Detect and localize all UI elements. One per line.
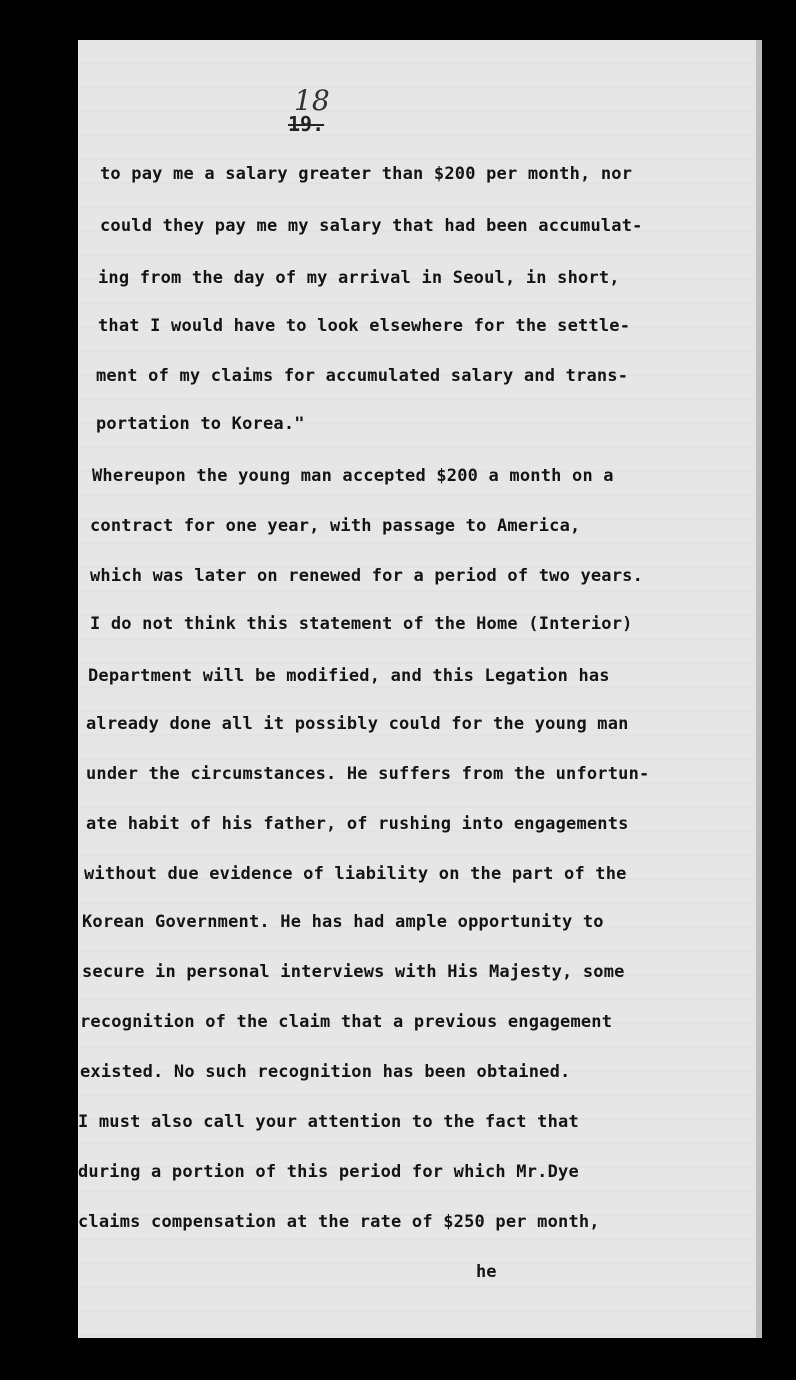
text-line: could they pay me my salary that had been accumulat-: [100, 216, 643, 236]
text-line: Korean Government. He has had ample opportunity to: [82, 912, 604, 932]
text-line: without due evidence of liability on the part of the: [84, 864, 627, 884]
page-number-struck: 19.: [288, 112, 325, 136]
text-line: recognition of the claim that a previous engagement: [80, 1012, 613, 1032]
text-line: already done all it possibly could for the young man: [86, 714, 629, 734]
text-line: secure in personal interviews with His Majesty, some: [82, 962, 625, 982]
text-line: ment of my claims for accumulated salary and trans-: [96, 366, 629, 386]
text-line: existed. No such recognition has been obtained.: [80, 1062, 571, 1082]
catchword: he: [476, 1262, 497, 1282]
text-line: to pay me a salary greater than $200 per month, nor: [100, 164, 633, 184]
text-line: ing from the day of my arrival in Seoul, in short,: [98, 268, 620, 288]
text-line: under the circumstances. He suffers from the unfortun-: [86, 764, 650, 784]
document-page: [78, 40, 762, 1338]
text-line: which was later on renewed for a period of two years.: [90, 566, 644, 586]
text-line: contract for one year, with passage to America,: [90, 516, 581, 536]
page-number-handwritten: 18: [294, 84, 330, 117]
text-line: Whereupon the young man accepted $200 a month on a: [92, 466, 614, 486]
text-line: that I would have to look elsewhere for the settle-: [98, 316, 631, 336]
text-line: ate habit of his father, of rushing into engagements: [86, 814, 629, 834]
text-line: claims compensation at the rate of $250 per month,: [78, 1212, 600, 1232]
page-edge: [756, 40, 762, 1338]
text-line: during a portion of this period for which Mr.Dye: [78, 1162, 579, 1182]
text-line: Department will be modified, and this Legation has: [88, 666, 610, 686]
text-line: I must also call your attention to the fact that: [78, 1112, 579, 1132]
text-line: portation to Korea.": [96, 414, 305, 434]
text-line: I do not think this statement of the Home (Interior): [90, 614, 633, 634]
